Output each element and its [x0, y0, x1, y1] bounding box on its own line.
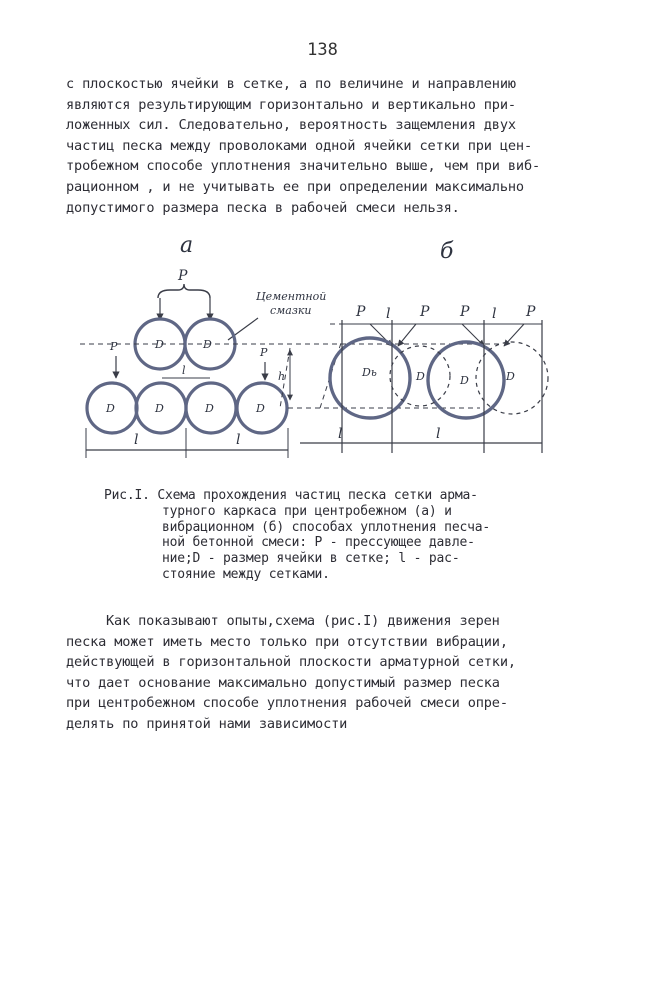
label-d: D: [205, 402, 214, 415]
text-line: ложенных сил. Следовательно, вероятность защемления двух: [66, 117, 516, 134]
text-line: при центробежном способе уплотнения рабочей смеси опре-: [66, 695, 508, 712]
paragraph-bottom: [66, 611, 586, 735]
text-line: что дает основание максимально допустимый размер песка: [66, 674, 500, 691]
text-line: допустимого размера песка в рабочей смеси нельзя.: [66, 199, 460, 216]
text-line: делять по принятой нами зависимости: [66, 715, 348, 732]
label-p-b: P: [356, 304, 366, 320]
diagram-svg: [80, 228, 570, 468]
label-p-top: P: [178, 268, 188, 284]
label-d: D: [106, 402, 115, 415]
caption-line: стояние между сетками.: [162, 566, 330, 582]
p-arrow: [398, 324, 416, 346]
cement-label-line2: смазки: [270, 304, 312, 317]
label-d: D: [203, 338, 212, 351]
label-l: l: [338, 426, 343, 442]
label-d: D: [416, 370, 425, 383]
label-d: D: [155, 338, 164, 351]
caption-line: ние;D - размер ячейки в сетке; l - рас-: [162, 551, 460, 567]
caption-line: вибрационном (б) способах уплотнения песча-: [162, 519, 490, 535]
label-l-b: l: [386, 306, 391, 322]
text-line: частиц песка между проволоками одной ячейки сетки при цен-: [66, 137, 532, 154]
label-l: l: [436, 426, 441, 442]
text-line: Как показывают опыты,схема (рис.I) движения зерен: [106, 613, 500, 629]
p-brace: [158, 284, 210, 298]
text-line: рационном , и не учитывать ее при определении максимально: [66, 178, 524, 195]
label-d: D: [155, 402, 164, 415]
caption-line: турного каркаса при центробежном (а) и: [162, 503, 452, 519]
caption-line: Рис.I. Схема прохождения частиц песка сетки арма-: [104, 488, 478, 503]
label-l: l: [236, 432, 241, 448]
label-p-side: P: [260, 346, 268, 359]
label-p-b: P: [420, 304, 430, 320]
figure-label-b: б: [440, 239, 454, 264]
label-l-b: l: [492, 306, 497, 322]
label-l: l: [182, 364, 186, 377]
page-number: 138: [307, 40, 338, 60]
caption-line: ной бетонной смеси: Р - прессующее давле-: [162, 535, 475, 551]
label-d: D: [460, 374, 469, 387]
label-db: Dь: [362, 366, 377, 379]
text-line: действующей в горизонтальной плоскости арматурной сетки,: [66, 654, 516, 671]
label-d: D: [506, 370, 515, 383]
label-p-side: P: [110, 340, 118, 353]
text-line: с плоскостью ячейки в сетке, а по величине и направлению: [66, 76, 516, 92]
cement-label-line1: Цементной: [256, 290, 327, 303]
label-l: l: [134, 432, 139, 448]
figure-sand-passage-diagram: [80, 228, 570, 468]
label-p-b: P: [460, 304, 470, 320]
text-line: тробежном способе уплотнения значительно выше, чем при виб-: [66, 158, 541, 175]
label-p-b: P: [526, 304, 536, 320]
label-d: D: [256, 402, 265, 415]
text-line: являются результирующим горизонтально и вертикально при-: [66, 96, 516, 113]
paragraph-top: [66, 74, 586, 218]
figure-caption: [104, 488, 534, 583]
figure-label-a: а: [180, 233, 194, 258]
label-h: h: [278, 370, 286, 383]
text-line: песка может иметь место только при отсутствии вибрации,: [66, 633, 508, 650]
